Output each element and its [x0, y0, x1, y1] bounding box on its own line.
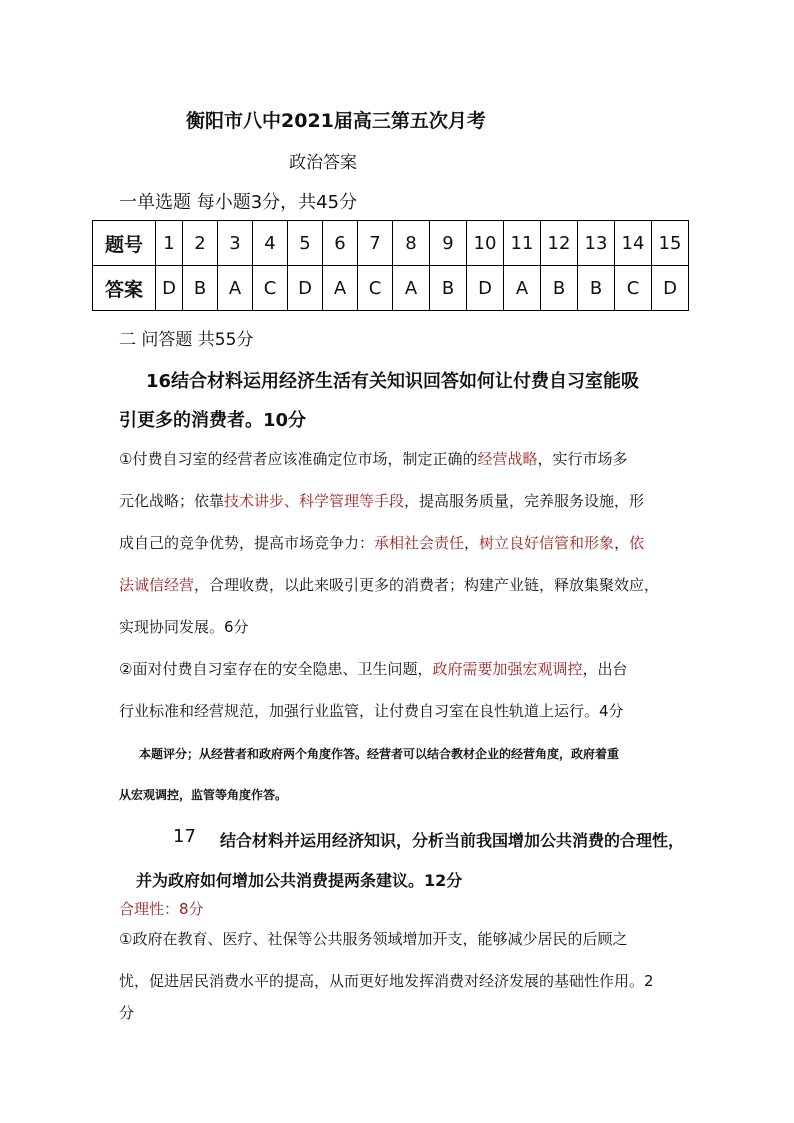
text-run: ，实行市场多 [537, 450, 628, 468]
scoring-note-line1: 本题评分；从经营者和政府两个角度作答。经营者可以结合教材企业的经营角度，政府着重 [139, 747, 620, 761]
q16-answer-line [119, 658, 627, 679]
answer-cell: B [541, 266, 578, 311]
text-run: ②面对付费自习室存在的安全隐患、卫生问题， [119, 660, 433, 678]
text-run: ，合理收费，以此来吸引更多的消费者；构建产业链，释放集聚效应， [194, 576, 660, 594]
text-run: 元化战略；依靠 [119, 492, 225, 510]
section1-heading: 一单选题 每小题3分，共45分 [119, 192, 358, 213]
text-run: ， [464, 534, 480, 552]
key-term: 技术讲步、科学管理等手段 [224, 492, 405, 510]
q16-question-line2: 引更多的消费者。10分 [119, 410, 307, 431]
question-number: 6 [323, 221, 358, 266]
question-number: 4 [253, 221, 288, 266]
answer-cell: D [652, 266, 689, 311]
question-number: 10 [467, 221, 504, 266]
table-row-numbers [93, 221, 689, 266]
key-term: 依 [629, 534, 645, 552]
key-term: 政府需要加强宏观调控 [432, 660, 583, 678]
q17-answer-line: 分 [119, 1004, 135, 1022]
answer-cell: C [253, 266, 288, 311]
section2-heading: 二 问答题 共55分 [119, 330, 254, 350]
question-number: 13 [578, 221, 615, 266]
answer-table [92, 220, 689, 311]
answer-cell: A [393, 266, 430, 311]
question-number: 3 [218, 221, 253, 266]
q17-answer-line: ①政府在教育、医疗、社保等公共服务领域增加开支，能够减少居民的后顾之 [119, 930, 628, 948]
question-number: 1 [156, 221, 183, 266]
question-number: 11 [504, 221, 541, 266]
question-number: 12 [541, 221, 578, 266]
q17-number: 17 [173, 826, 196, 847]
q16-answer-line [119, 532, 644, 553]
question-number: 14 [615, 221, 652, 266]
answer-cell: B [430, 266, 467, 311]
answer-cell: C [358, 266, 393, 311]
q16-answer-line: 行业标准和经营规范，加强行业监管，让付费自习室在良性轨道上运行。4分 [119, 702, 624, 720]
q17-answer-line: 忧，促进居民消费水平的提高，从而更好地发挥消费对经济发展的基础性作用。2 [119, 972, 654, 990]
question-number: 15 [652, 221, 689, 266]
table-answer-label: 答案 [93, 266, 156, 311]
question-number: 5 [288, 221, 323, 266]
answer-cell: B [183, 266, 218, 311]
answer-cell: A [323, 266, 358, 311]
q16-answer-line [119, 574, 659, 595]
text-run: 成自己的竞争优势，提高市场竞争力： [119, 534, 375, 552]
text-run: ，提高服务质量，完养服务设施，形 [404, 492, 645, 510]
answer-cell: D [467, 266, 504, 311]
answer-cell: D [288, 266, 323, 311]
question-number: 7 [358, 221, 393, 266]
q17-question-line2: 并为政府如何增加公共消费提两条建议。12分 [136, 871, 463, 890]
q16-question-line1: 16结合材料运用经济生活有关知识回答如何让付费自习室能吸 [146, 371, 640, 392]
key-term: 承相社会责任 [374, 534, 465, 552]
answer-cell: D [156, 266, 183, 311]
answer-cell: B [578, 266, 615, 311]
page-subtitle: 政治答案 [289, 153, 357, 173]
answer-cell: A [504, 266, 541, 311]
answer-cell: C [615, 266, 652, 311]
page-title: 衡阳市八中2021届高三第五次月考 [186, 110, 486, 132]
rationality-label: 合理性：8分 [119, 900, 204, 918]
key-term: 经营战略 [477, 450, 538, 468]
text-run: ①付费自习室的经营者应该准确定位市场，制定正确的 [119, 450, 478, 468]
key-term: 法诚信经营 [119, 576, 195, 594]
question-number: 8 [393, 221, 430, 266]
table-row-answers [93, 266, 689, 311]
question-number: 9 [430, 221, 467, 266]
key-term: 树立良好信管和形象 [479, 534, 615, 552]
q16-answer-line: 实现协同发展。6分 [119, 618, 249, 636]
text-run: ，出台 [582, 660, 628, 678]
scoring-note-line2: 从宏观调控，监管等角度作答。 [119, 788, 288, 802]
answer-cell: A [218, 266, 253, 311]
q16-answer-line [119, 448, 627, 469]
table-header-label: 题号 [93, 221, 156, 266]
question-number: 2 [183, 221, 218, 266]
text-run: ， [614, 534, 630, 552]
q16-answer-line [119, 490, 644, 511]
q17-question-line1: 结合材料并运用经济知识，分析当前我国增加公共消费的合理性， [220, 831, 685, 850]
